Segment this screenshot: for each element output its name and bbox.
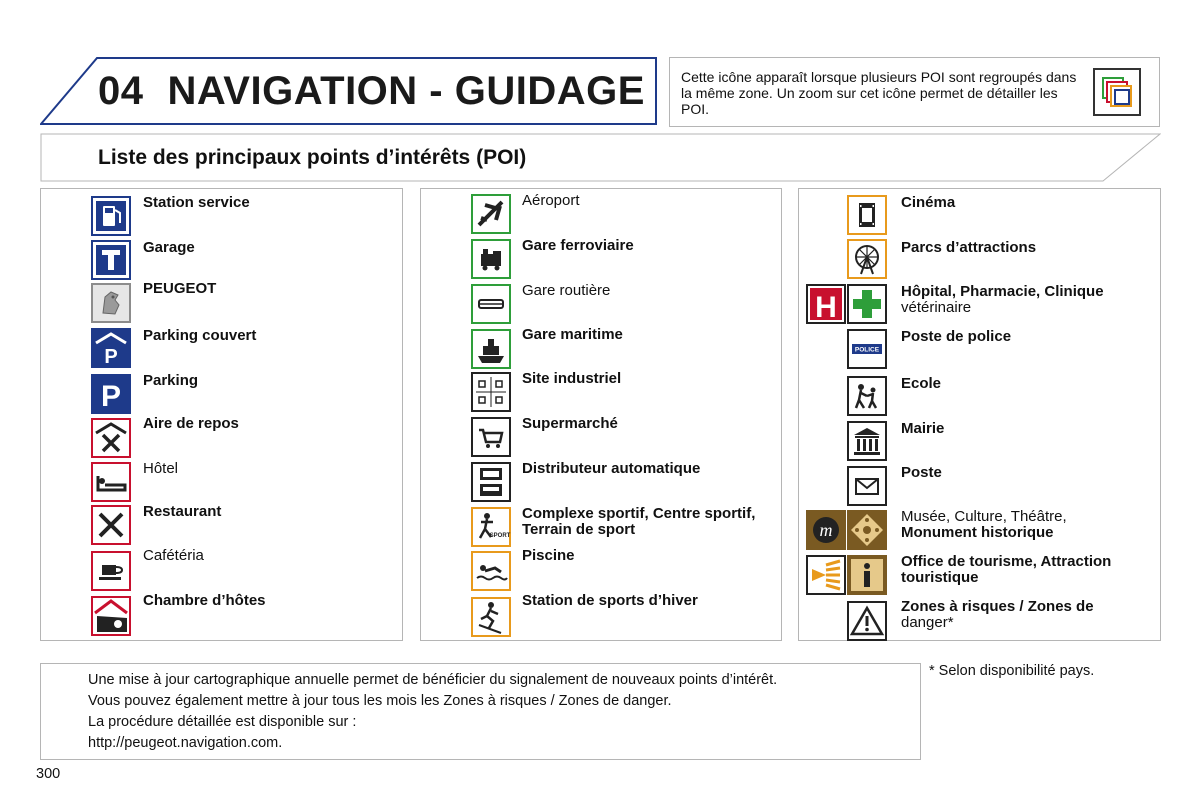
poi-label-line2: touristique [901, 569, 979, 586]
town-hall-icon [847, 421, 887, 461]
poi-label-line1: Mairie [901, 420, 945, 437]
chapter-title [98, 69, 645, 114]
poi-label [522, 461, 700, 477]
poi-label-line1: Parking couvert [143, 327, 257, 344]
rest-area-icon [91, 418, 131, 458]
parking-icon [91, 374, 131, 414]
poi-label-line1: Aire de repos [143, 415, 239, 432]
poi-label-line1: Poste de police [901, 328, 1012, 345]
poi-label-line1: Station service [143, 194, 250, 211]
poi-label-line1: Hôpital, Pharmacie, Clinique [901, 283, 1104, 300]
airplane-icon [471, 194, 511, 234]
poi-label [901, 554, 1111, 586]
hospital-icon [806, 284, 846, 324]
poi-label [901, 509, 1067, 541]
poi-label-line1: Gare maritime [522, 326, 623, 343]
update-note-box [40, 663, 921, 760]
poi-column-2 [420, 188, 782, 641]
poi-label-line1: Ecole [901, 375, 942, 392]
poi-label [901, 195, 955, 211]
poi-label [143, 373, 198, 389]
poi-label-line1: Cinéma [901, 194, 956, 211]
poi-label [522, 371, 621, 387]
shopping-cart-icon [471, 417, 511, 457]
svg-text:SPORT: SPORT [489, 533, 511, 539]
ferry-icon [471, 329, 511, 369]
poi-label [143, 240, 195, 256]
bus-icon [471, 284, 511, 324]
poi-label-line1: Site industriel [522, 370, 622, 387]
monument-icon [847, 510, 887, 550]
poi-label [901, 465, 942, 481]
poi-label-line1: Zones à risques / Zones de [901, 598, 1094, 615]
covered-parking-icon [91, 328, 131, 368]
poi-label [522, 327, 623, 343]
cluster-info-text: Cette icône apparaît lorsque plusieurs POI sont regroupés dans la même zone. Un zoom sur cet icône permet de détailler les POI. [681, 69, 1077, 117]
poi-label-line1: Aéroport [522, 192, 580, 209]
envelope-icon [847, 466, 887, 506]
poi-label-line1: Complexe sportif, Centre sportif, [522, 505, 756, 522]
poi-label [143, 328, 256, 344]
coffee-cup-icon [91, 551, 131, 591]
poi-label-line2: vétérinaire [901, 299, 972, 316]
poi-label [901, 329, 1011, 345]
chapter-header [40, 57, 657, 125]
footnote: * Selon disponibilité pays. [929, 663, 1095, 679]
poi-label [522, 506, 755, 538]
poi-label [901, 284, 1104, 316]
museum-icon [806, 510, 846, 550]
poi-label [143, 504, 221, 520]
guest-house-icon [91, 596, 131, 636]
poi-label [143, 195, 250, 211]
poi-label-line1: Supermarché [522, 415, 618, 432]
poi-label [522, 193, 580, 209]
poi-label-line1: Parking [143, 372, 199, 389]
poi-label [522, 593, 698, 609]
sport-icon [471, 507, 511, 547]
page-number: 300 [36, 766, 61, 782]
train-icon [471, 239, 511, 279]
section-title-bar [40, 133, 1161, 182]
poi-label [522, 548, 575, 564]
note-line: La procédure détaillée est disponible sur : [88, 714, 357, 730]
poi-label-line1: Piscine [522, 547, 575, 564]
poi-label-line1: Cafétéria [143, 547, 204, 564]
poi-label-line1: Gare routière [522, 282, 611, 299]
poi-label-line1: Restaurant [143, 503, 222, 520]
poi-label-line1: Distributeur automatique [522, 460, 701, 477]
fuel-pump-icon [91, 196, 131, 236]
poi-label-line1: Station de sports d’hiver [522, 592, 698, 609]
poi-label-line1: Garage [143, 239, 195, 256]
svg-text:m: m [819, 520, 833, 540]
school-children-icon [847, 376, 887, 416]
poi-label [143, 281, 216, 297]
section-title: Liste des principaux points d’intérêts (POI) [98, 146, 527, 169]
poi-label [143, 593, 266, 609]
peugeot-lion-icon [91, 283, 131, 323]
information-icon [847, 555, 887, 595]
poi-cluster-icon [1093, 68, 1141, 116]
svg-text:P: P [100, 380, 122, 413]
poi-label [901, 240, 1036, 256]
factory-icon [471, 372, 511, 412]
fork-knife-icon [91, 505, 131, 545]
warning-triangle-icon [847, 601, 887, 641]
poi-label-line2: Terrain de sport [522, 521, 636, 538]
note-link[interactable]: http://peugeot.navigation.com. [88, 735, 283, 751]
pharmacy-cross-icon [847, 284, 887, 324]
svg-text:P: P [104, 346, 118, 368]
cluster-info-box [669, 57, 1160, 127]
poi-label-line1: PEUGEOT [143, 280, 217, 297]
poi-label [143, 416, 239, 432]
hotel-bed-icon [91, 462, 131, 502]
poi-label [143, 461, 178, 477]
swimmer-icon [471, 551, 511, 591]
poi-column-1 [40, 188, 403, 641]
note-line: Une mise à jour cartographique annuelle permet de bénéficier du signalement de nouveaux points d’intérêt. [88, 672, 778, 688]
svg-text:H: H [815, 291, 837, 324]
poi-label-line1: Musée, Culture, Théâtre, [901, 508, 1067, 525]
poi-label [522, 238, 634, 254]
poi-label [522, 416, 618, 432]
tourism-office-icon [806, 555, 846, 595]
poi-label-line2: Monument historique [901, 524, 1054, 541]
atm-icon [471, 462, 511, 502]
wrench-icon [91, 240, 131, 280]
poi-label-line1: Poste [901, 464, 942, 481]
police-badge-text: POLICE [854, 346, 880, 354]
chapter-number: 04 [98, 69, 144, 113]
poi-label-line1: Chambre d’hôtes [143, 592, 266, 609]
note-line: Vous pouvez également mettre à jour tous les mois les Zones à risques / Zones de danger. [88, 693, 672, 709]
poi-label [901, 376, 941, 392]
skier-icon [471, 597, 511, 637]
film-icon [847, 195, 887, 235]
poi-label [901, 599, 1094, 631]
poi-label [901, 421, 944, 437]
poi-label-line1: Hôtel [143, 460, 179, 477]
chapter-name: NAVIGATION - GUIDAGE [167, 69, 645, 113]
poi-label [522, 283, 610, 299]
poi-label-line1: Gare ferroviaire [522, 237, 634, 254]
poi-label-line1: Office de tourisme, Attraction [901, 553, 1112, 570]
poi-label-line1: Parcs d’attractions [901, 239, 1037, 256]
ferris-wheel-icon [847, 239, 887, 279]
poi-column-3 [798, 188, 1161, 641]
poi-label-line2: danger* [901, 614, 954, 631]
police-icon [847, 329, 887, 369]
poi-label [143, 548, 204, 564]
